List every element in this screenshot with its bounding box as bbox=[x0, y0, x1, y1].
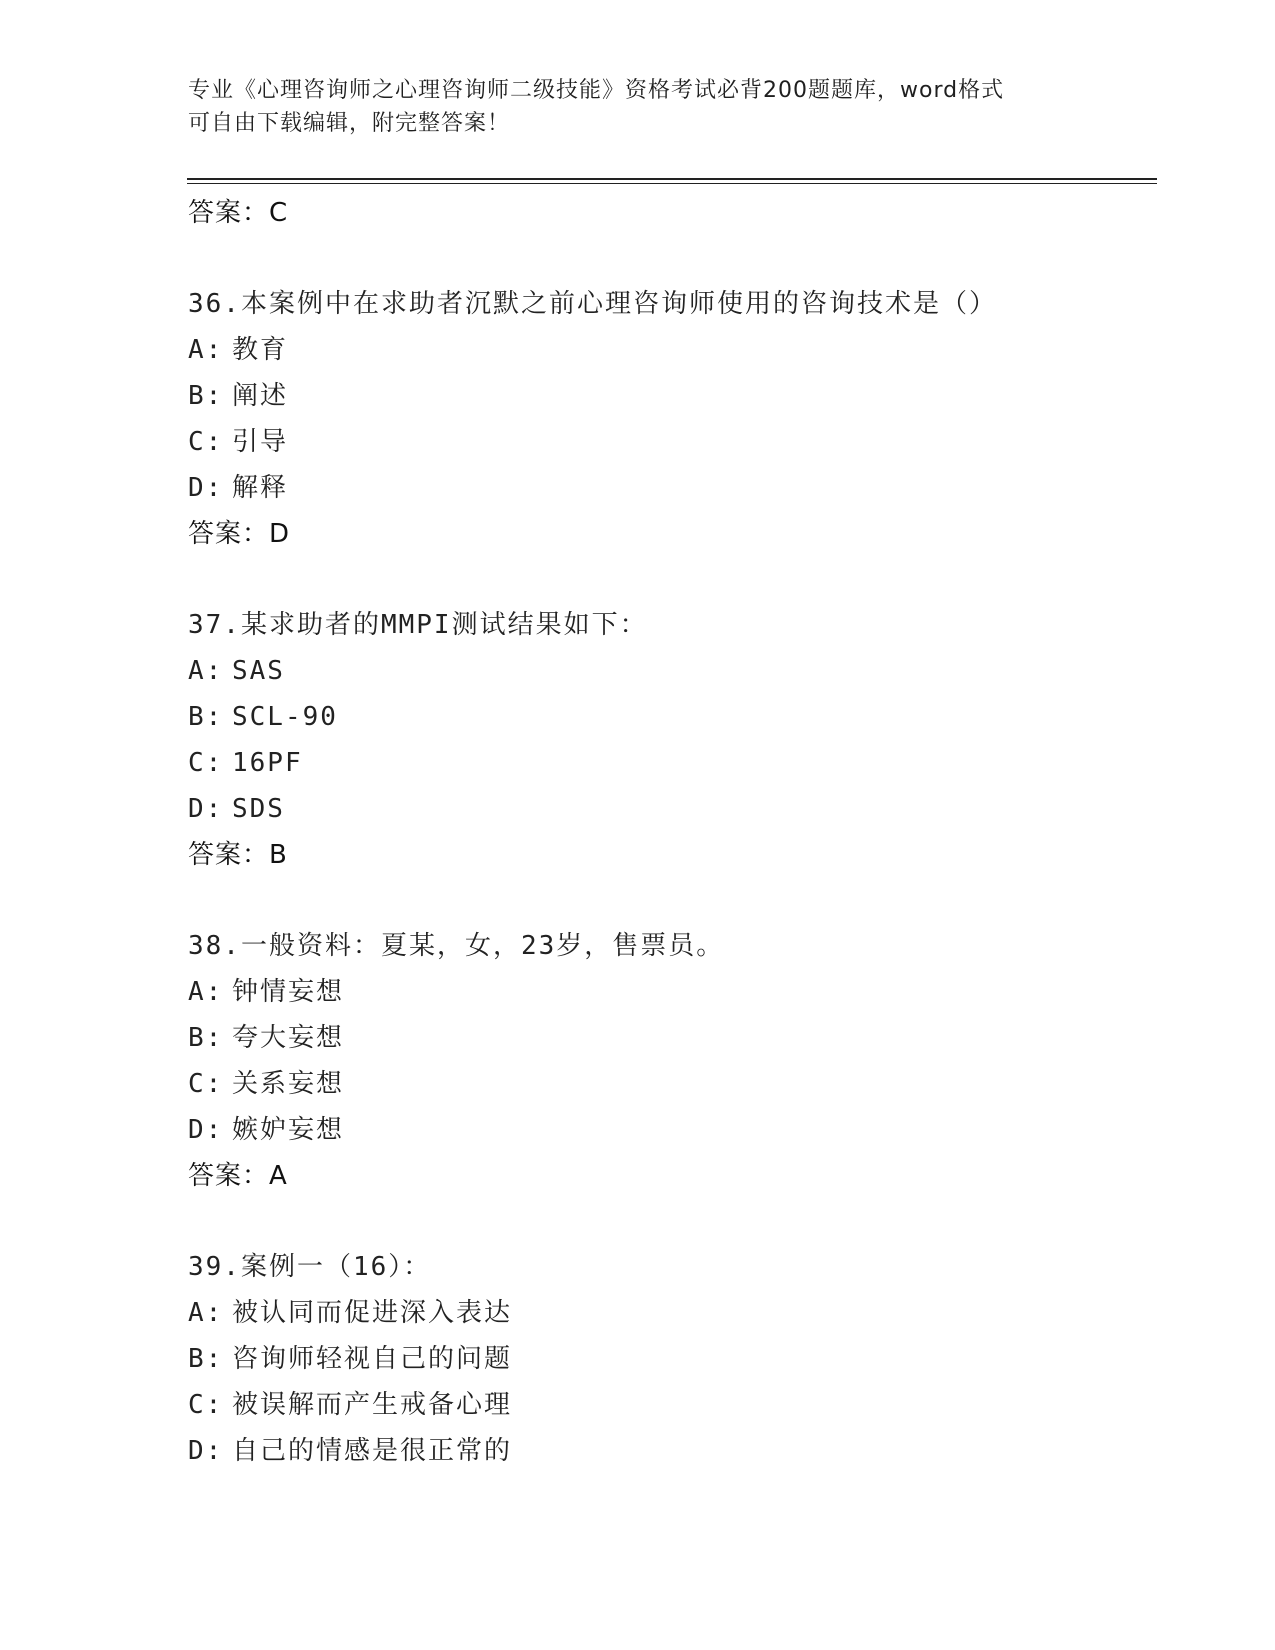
question-stem: 36.本案例中在求助者沉默之前心理咨询师使用的咨询技术是（） bbox=[188, 289, 997, 319]
question-block bbox=[188, 602, 1148, 878]
option-letter: B: bbox=[188, 381, 224, 411]
option-b bbox=[188, 694, 1148, 740]
question-stem: 38.一般资料：夏某，女，23岁，售票员。 bbox=[188, 931, 725, 961]
option-text: 自己的情感是很正常的 bbox=[232, 1436, 513, 1466]
option-text: 钟情妄想 bbox=[232, 977, 345, 1007]
option-a bbox=[188, 648, 1148, 694]
option-letter: D: bbox=[188, 1115, 224, 1145]
option-c bbox=[188, 1382, 1148, 1428]
option-letter: C: bbox=[188, 748, 224, 778]
option-b bbox=[188, 1015, 1148, 1061]
option-a bbox=[188, 1290, 1148, 1336]
option-text: 被认同而促进深入表达 bbox=[232, 1298, 513, 1328]
option-d bbox=[188, 1428, 1148, 1474]
option-text: 16PF bbox=[232, 748, 303, 778]
option-text: 教育 bbox=[232, 335, 289, 365]
answer-line: 答案：C bbox=[188, 198, 289, 228]
option-b bbox=[188, 373, 1148, 419]
answer-line: 答案：B bbox=[188, 840, 288, 870]
question-block bbox=[188, 923, 1148, 1199]
option-b bbox=[188, 1336, 1148, 1382]
option-letter: A: bbox=[188, 335, 224, 365]
option-d bbox=[188, 786, 1148, 832]
option-text: 嫉妒妄想 bbox=[232, 1115, 345, 1145]
question-block bbox=[188, 281, 1148, 557]
answer-line: 答案：D bbox=[188, 519, 291, 549]
option-letter: D: bbox=[188, 794, 224, 824]
option-d bbox=[188, 465, 1148, 511]
option-c bbox=[188, 1061, 1148, 1107]
option-text: SDS bbox=[232, 794, 285, 824]
option-letter: A: bbox=[188, 1298, 224, 1328]
spacer bbox=[188, 878, 1148, 923]
option-text: 咨询师轻视自己的问题 bbox=[232, 1344, 513, 1374]
option-text: 引导 bbox=[232, 427, 289, 457]
document-header bbox=[188, 74, 1088, 140]
option-text: 关系妄想 bbox=[232, 1069, 345, 1099]
header-divider-thick bbox=[187, 178, 1157, 180]
spacer bbox=[188, 236, 1148, 281]
option-text: 阐述 bbox=[232, 381, 289, 411]
option-letter: A: bbox=[188, 977, 224, 1007]
option-letter: B: bbox=[188, 1023, 224, 1053]
option-letter: C: bbox=[188, 1390, 224, 1420]
option-text: SCL-90 bbox=[232, 702, 338, 732]
option-letter: C: bbox=[188, 1069, 224, 1099]
option-letter: D: bbox=[188, 1436, 224, 1466]
question-block bbox=[188, 1244, 1148, 1474]
option-a bbox=[188, 327, 1148, 373]
spacer bbox=[188, 557, 1148, 602]
option-d bbox=[188, 1107, 1148, 1153]
answer-line: 答案：A bbox=[188, 1161, 288, 1191]
question-stem: 39.案例一（16）： bbox=[188, 1252, 432, 1282]
header-line-2: 可自由下载编辑，附完整答案！ bbox=[188, 111, 511, 136]
option-letter: C: bbox=[188, 427, 224, 457]
option-letter: B: bbox=[188, 702, 224, 732]
option-c bbox=[188, 419, 1148, 465]
header-divider-thin bbox=[187, 183, 1157, 184]
option-text: 解释 bbox=[232, 473, 289, 503]
question-stem: 37.某求助者的MMPI测试结果如下： bbox=[188, 610, 648, 640]
option-letter: A: bbox=[188, 656, 224, 686]
option-letter: B: bbox=[188, 1344, 224, 1374]
option-text: SAS bbox=[232, 656, 285, 686]
header-line-1: 专业《心理咨询师之心理咨询师二级技能》资格考试必背200题题库，word格式 bbox=[188, 78, 1005, 103]
spacer bbox=[188, 1199, 1148, 1244]
option-text: 夸大妄想 bbox=[232, 1023, 345, 1053]
option-a bbox=[188, 969, 1148, 1015]
question-list bbox=[188, 190, 1148, 1474]
option-text: 被误解而产生戒备心理 bbox=[232, 1390, 513, 1420]
option-c bbox=[188, 740, 1148, 786]
option-letter: D: bbox=[188, 473, 224, 503]
